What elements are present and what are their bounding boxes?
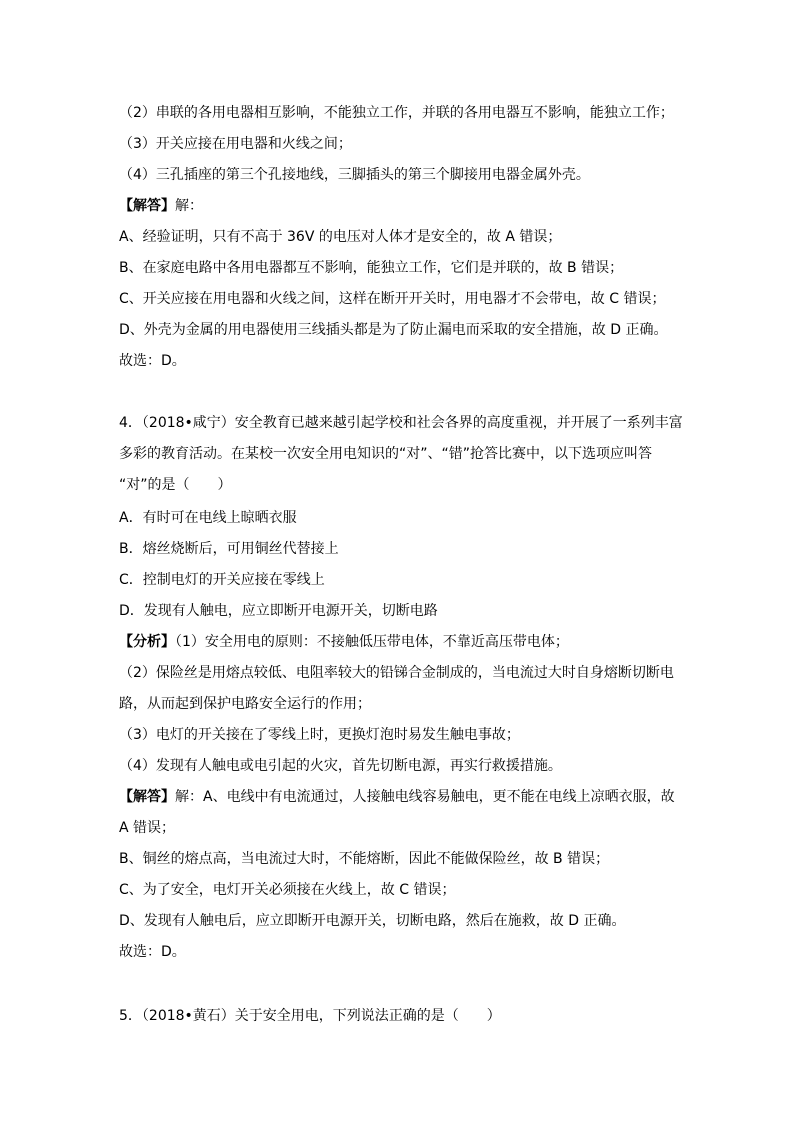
q4-answer-line3: C、为了安全，电灯开关必须接在火线上，故 C 错误； [119, 882, 456, 898]
analysis-point-4: （4）三孔插座的第三个孔接地线，三脚插头的第三个脚接用电器金属外壳。 [119, 167, 590, 183]
q4-stem-line2: 多彩的教育活动。在某校一次安全用电知识的“对”、“错”抢答比赛中，以下选项应叫答 [119, 446, 653, 462]
q4-option-b: B．熔丝烧断后，可用铜丝代替接上 [119, 541, 339, 557]
analysis-point-2: （2）串联的各用电器相互影响，不能独立工作，并联的各用电器互不影响，能独立工作； [119, 105, 674, 121]
q4-final-choice: 故选：D。 [119, 944, 186, 960]
q4-stem-line3: “对”的是（ ） [119, 477, 232, 493]
final-choice: 故选：D。 [119, 353, 186, 369]
analysis-text-1: （1）安全用电的原则：不接触低压带电体，不靠近高压带电体； [175, 634, 569, 650]
q5-stem: 5．（2018•黄石）关于安全用电，下列说法正确的是（ ） [119, 1008, 501, 1024]
analysis-tag: 【分析】 [119, 634, 175, 650]
answer-tag: 【解答】 [119, 789, 175, 805]
analysis-point-3: （3）开关应接在用电器和火线之间； [119, 136, 352, 152]
answer-header [119, 197, 203, 215]
q4-analysis-line5: （4）发现有人触电或电引起的火灾，首先切断电源，再实行救援措施。 [119, 758, 562, 774]
answer-intro: 解： [175, 198, 203, 214]
answer-d: D、外壳为金属的用电器使用三线插头都是为了防止漏电而采取的安全措施，故 D 正确。 [119, 322, 668, 338]
q4-analysis-line2: （2）保险丝是用熔点较低、电阻率较大的铅锑合金制成的，当电流过大时自身熔断切断电 [119, 665, 674, 681]
q4-answer-line2: B、铜丝的熔点高，当电流过大时，不能熔断，因此不能做保险丝，故 B 错误； [119, 851, 610, 867]
q4-option-c: C．控制电灯的开关应接在零线上 [119, 572, 325, 588]
q4-option-a: A．有时可在电线上晾晒衣服 [119, 510, 297, 526]
answer-tag: 【解答】 [119, 198, 175, 214]
answer-text-1: 解：A、电线中有电流通过，人接触电线容易触电，更不能在电线上凉晒衣服，故 [175, 789, 675, 805]
q4-answer-line1 [119, 788, 675, 806]
q4-analysis-line3: 路，从而起到保护电路安全运行的作用； [119, 696, 371, 712]
q4-analysis-line1 [119, 633, 569, 651]
answer-a: A、经验证明，只有不高于 36V 的电压对人体才是安全的，故 A 错误； [119, 229, 562, 245]
q4-analysis-line4: （3）电灯的开关接在了零线上时，更换灯泡时易发生触电事故； [119, 727, 520, 743]
answer-b: B、在家庭电路中各用电器都互不影响，能独立工作，它们是并联的，故 B 错误； [119, 260, 624, 276]
answer-c: C、开关应接在用电器和火线之间，这样在断开开关时，用电器才不会带电，故 C 错误； [119, 291, 666, 307]
q4-stem-line1: 4．（2018•咸宁）安全教育已越来越引起学校和社会各界的高度重视，并开展了一系列丰富 [119, 415, 683, 431]
q4-option-d: D．发现有人触电，应立即断开电源开关，切断电路 [119, 603, 438, 619]
q4-answer-line1b: A 错误； [119, 820, 176, 836]
q4-answer-line4: D、发现有人触电后，应立即断开电源开关，切断电路，然后在施救，故 D 正确。 [119, 913, 626, 929]
